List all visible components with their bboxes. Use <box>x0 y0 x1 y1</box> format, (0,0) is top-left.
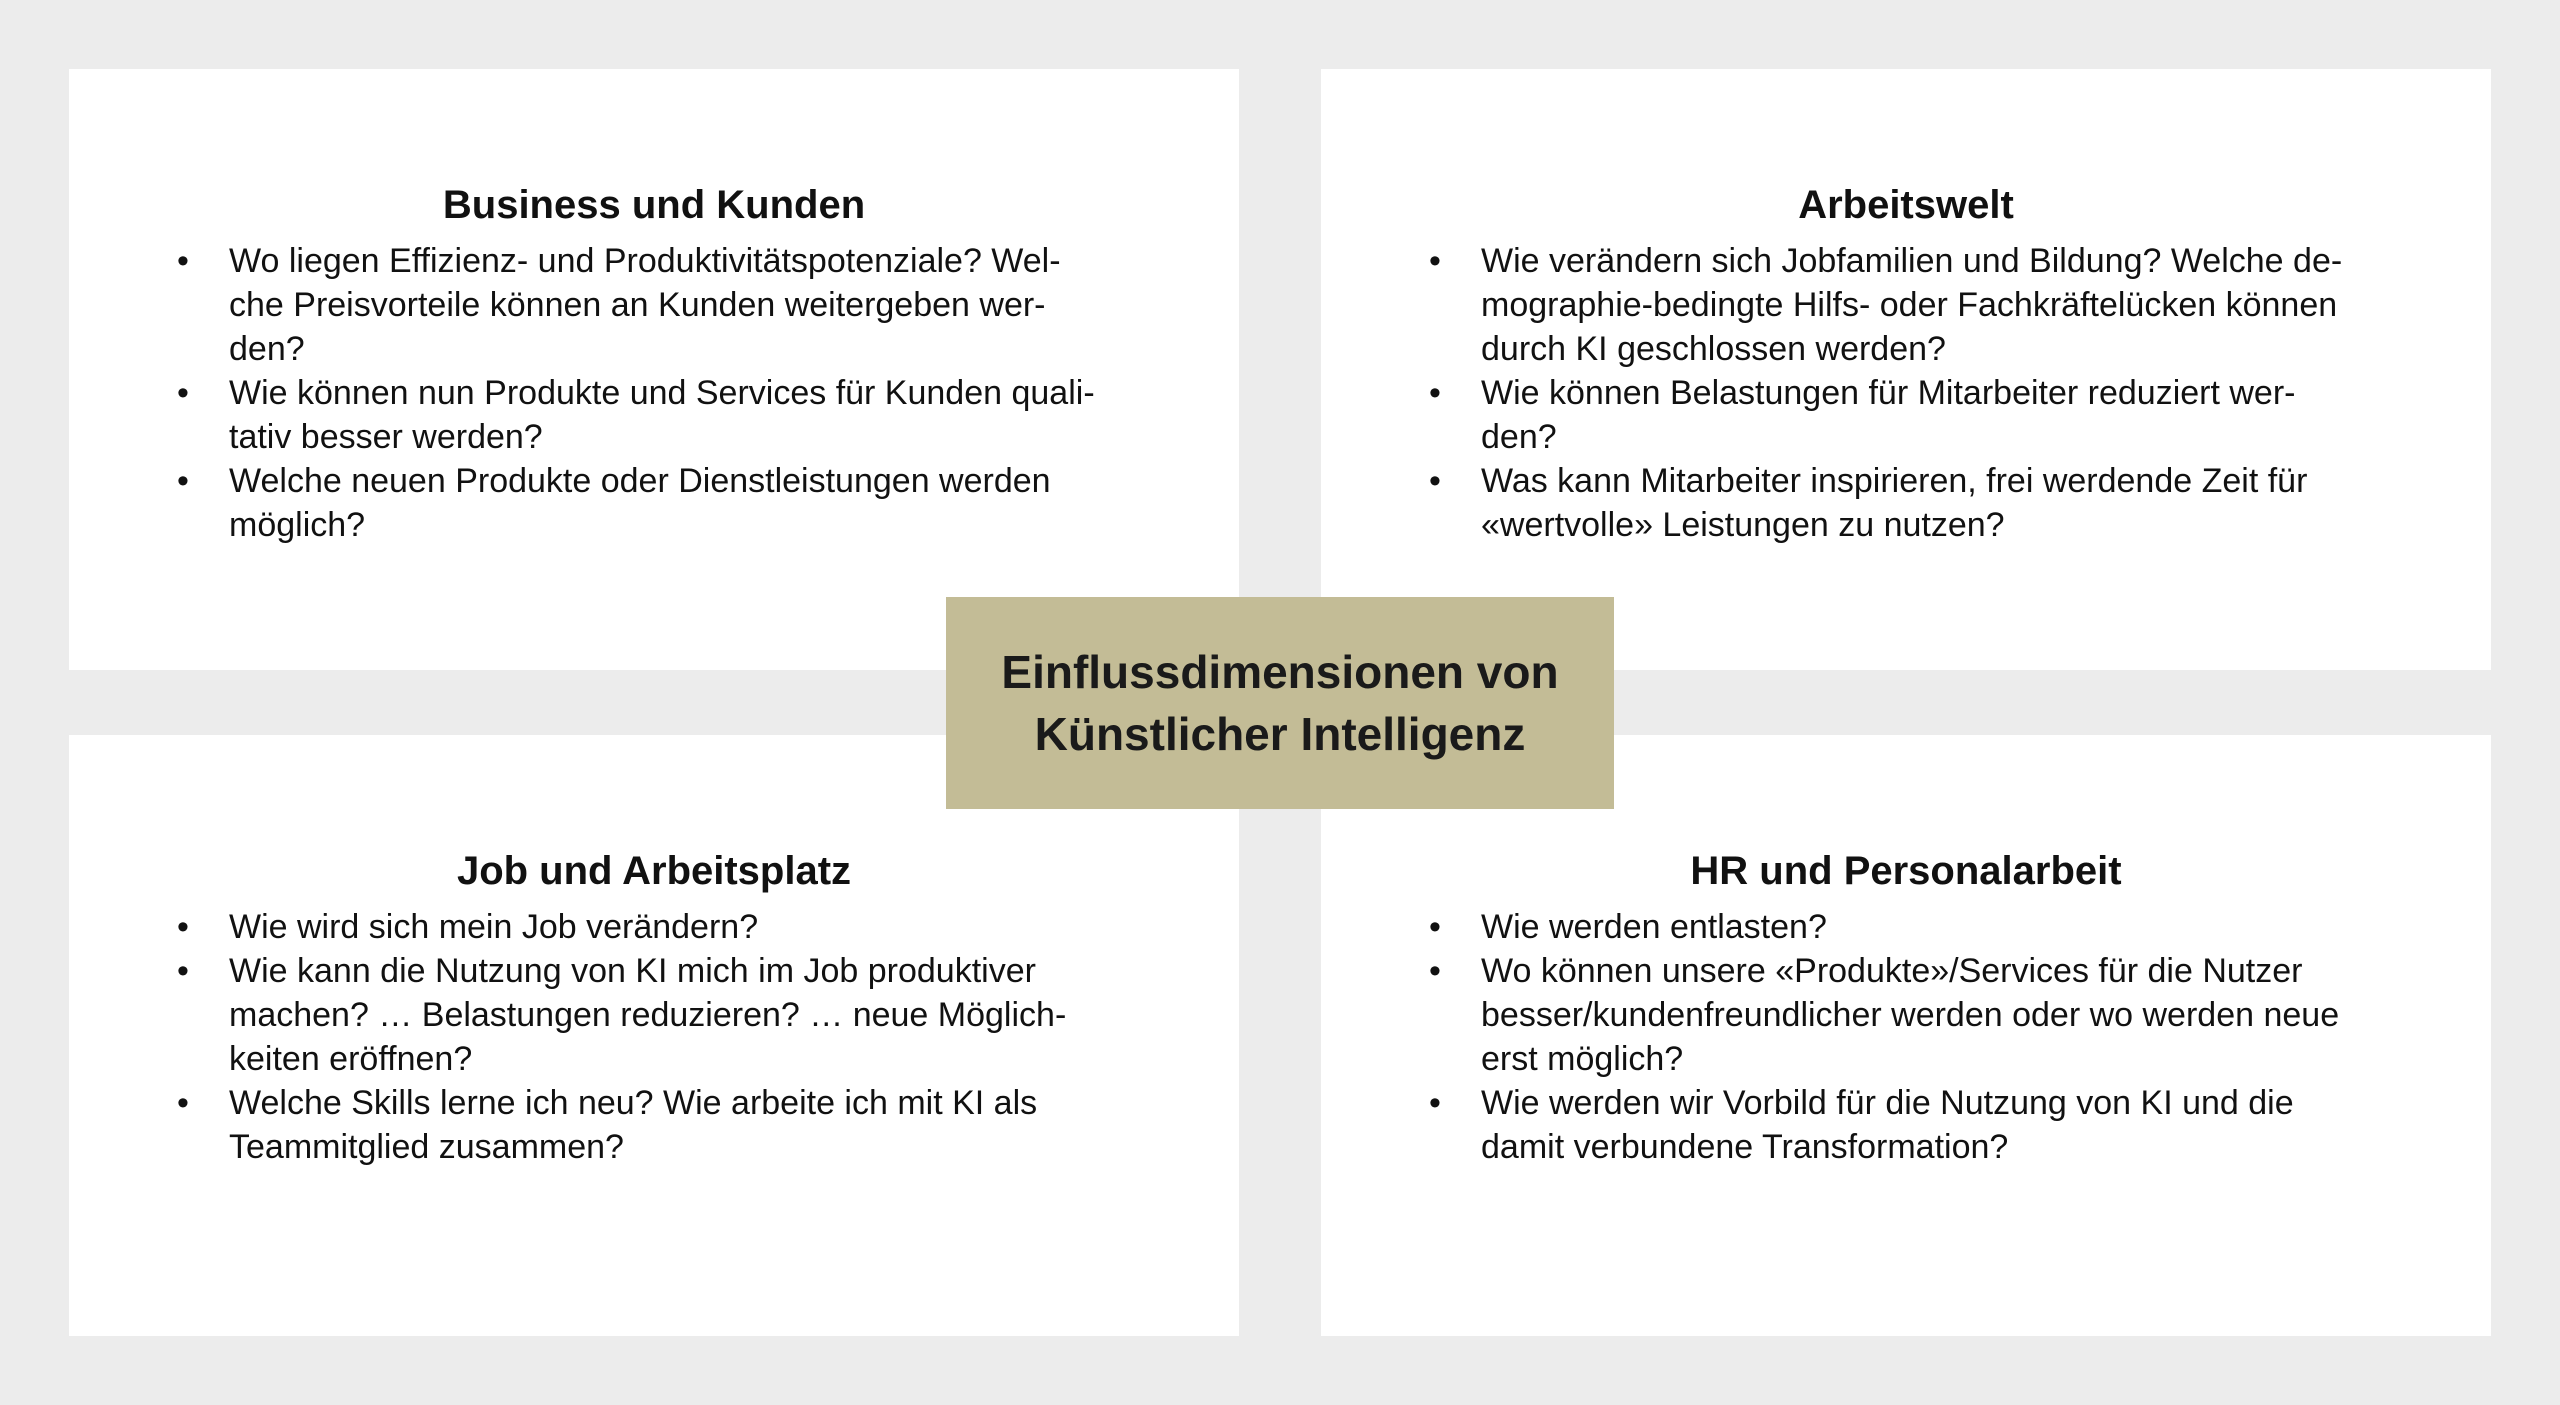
line: Wie wird sich mein Job verändern? <box>229 908 759 946</box>
line: che Preisvorteile können an Kunden weitergeben wer- <box>229 286 1046 324</box>
line: Wie kann die Nutzung von KI mich im Job produktiver <box>229 952 1036 990</box>
bullet-icon: • <box>177 1084 189 1122</box>
card-title: Job und Arbeitsplatz <box>456 849 852 893</box>
line: Welche Skills lerne ich neu? Wie arbeite ich mit KI als <box>229 1084 1038 1122</box>
center-title-line: Einflussdimensionen von <box>1001 646 1559 698</box>
list-item <box>1429 949 2461 1081</box>
bullet-icon: • <box>1429 374 1441 412</box>
line: Welche neuen Produkte oder Dienstleistungen werden <box>229 462 1051 500</box>
question-list <box>177 905 1209 1169</box>
line: mographie-bedingte Hilfs- oder Fachkräftelücken können <box>1481 286 2338 324</box>
line: durch KI geschlossen werden? <box>1481 330 1946 368</box>
line: möglich? <box>229 506 366 544</box>
question-list <box>177 239 1209 547</box>
list-item <box>177 371 1209 459</box>
bullet-icon: • <box>177 952 189 990</box>
list-item <box>177 949 1209 1081</box>
line: Wie verändern sich Jobfamilien und Bildung? Welche de- <box>1481 242 2343 280</box>
card-title: Arbeitswelt <box>1798 183 2014 227</box>
line: den? <box>1481 418 1557 456</box>
line: Wo liegen Effizienz- und Produktivitätspotenziale? Wel- <box>229 242 1061 280</box>
bullet-icon: • <box>177 462 189 500</box>
card-job-und-arbeitsplatz <box>69 735 1239 1336</box>
line: besser/kundenfreundlicher werden oder wo werden neue <box>1481 996 2340 1034</box>
bullet-icon: • <box>177 374 189 412</box>
bullet-icon: • <box>1429 908 1441 946</box>
list-item <box>1429 371 2461 459</box>
line: Wie werden wir Vorbild für die Nutzung von KI und die <box>1481 1084 2294 1122</box>
card-arbeitswelt <box>1321 69 2491 670</box>
line: machen? … Belastungen reduzieren? … neue Möglich- <box>229 996 1067 1034</box>
center-title-box <box>946 597 1614 809</box>
line: «wertvolle» Leistungen zu nutzen? <box>1481 506 2005 544</box>
list-item <box>177 459 1209 547</box>
line: Wie können Belastungen für Mitarbeiter reduziert wer- <box>1481 374 2296 412</box>
list-item <box>1429 1081 2461 1169</box>
line: den? <box>229 330 305 368</box>
bullet-icon: • <box>1429 952 1441 990</box>
question-list <box>1429 239 2461 547</box>
line: keiten eröffnen? <box>229 1040 473 1078</box>
line: Wie können nun Produkte und Services für Kunden quali- <box>229 374 1095 412</box>
bullet-icon: • <box>177 242 189 280</box>
list-item <box>1429 239 2461 371</box>
line: erst möglich? <box>1481 1040 1684 1078</box>
bullet-icon: • <box>177 908 189 946</box>
line: Wie werden entlasten? <box>1481 908 1827 946</box>
card-hr-und-personalarbeit <box>1321 735 2491 1336</box>
line: damit verbundene Transformation? <box>1481 1128 2009 1166</box>
list-item <box>1429 905 2461 949</box>
list-item <box>177 905 1209 949</box>
center-title <box>1001 641 1558 765</box>
list-item <box>1429 459 2461 547</box>
line: Was kann Mitarbeiter inspirieren, frei werdende Zeit für <box>1481 462 2308 500</box>
line: tativ besser werden? <box>229 418 543 456</box>
card-title: HR und Personalarbeit <box>1690 849 2122 893</box>
bullet-icon: • <box>1429 1084 1441 1122</box>
bullet-icon: • <box>1429 462 1441 500</box>
card-business-und-kunden <box>69 69 1239 670</box>
list-item <box>177 239 1209 371</box>
question-list <box>1429 905 2461 1169</box>
list-item <box>177 1081 1209 1169</box>
line: Wo können unsere «Produkte»/Services für die Nutzer <box>1481 952 2303 990</box>
bullet-icon: • <box>1429 242 1441 280</box>
center-title-line: Künstlicher Intelligenz <box>1034 708 1526 760</box>
line: Teammitglied zusammen? <box>229 1128 624 1166</box>
card-title: Business und Kunden <box>442 183 866 227</box>
